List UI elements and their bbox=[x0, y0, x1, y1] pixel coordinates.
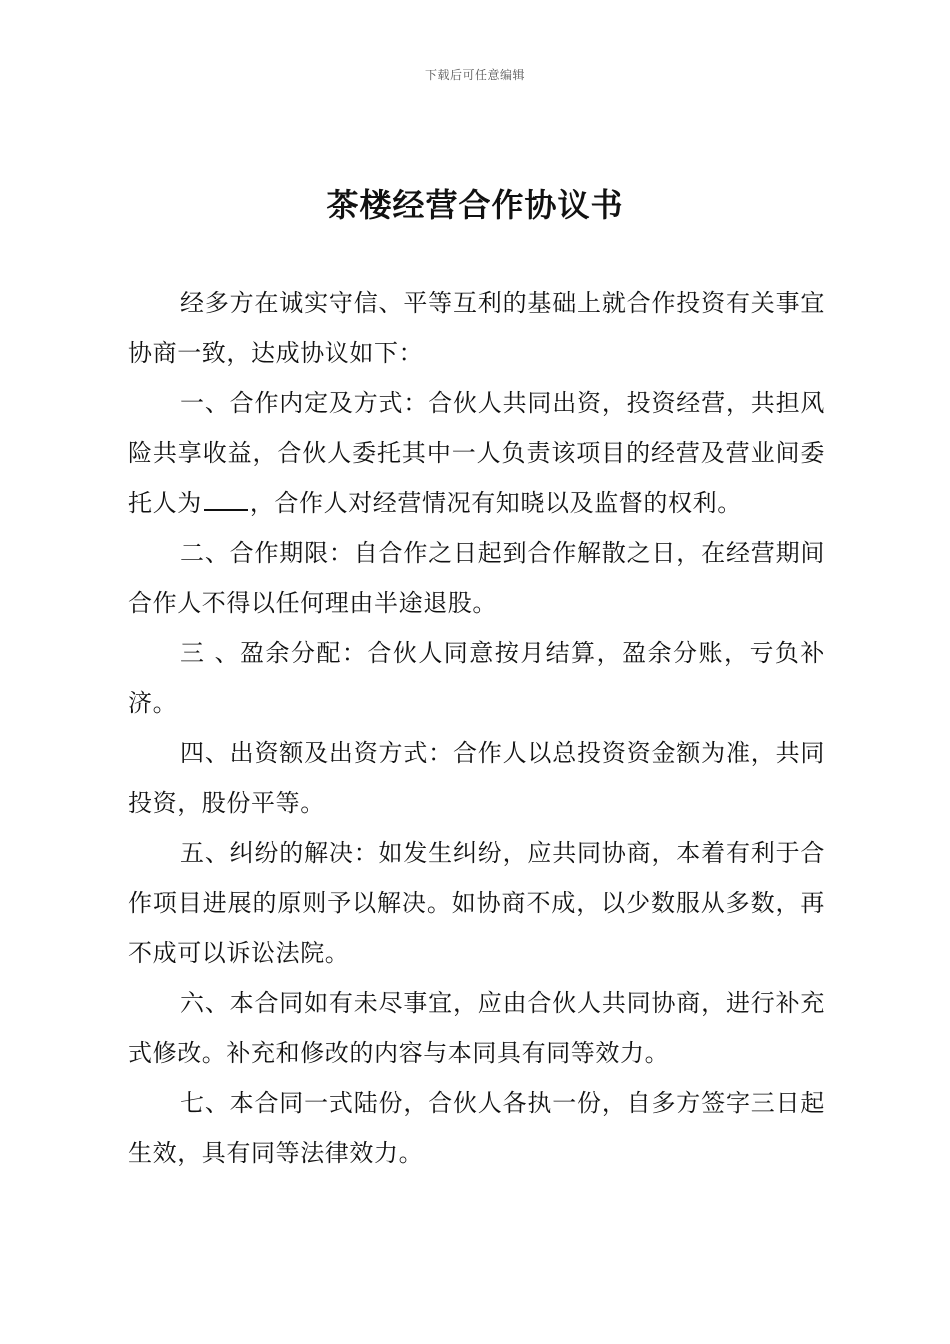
document-title: 茶楼经营合作协议书 bbox=[326, 186, 624, 224]
paragraph-clause-5: 五、纠纷的解决：如发生纠纷，应共同协商，本着有利于合作项目进展的原则予以解决。如协商不成，以少数服从多数，再不成可以诉讼法院。 bbox=[128, 839, 825, 967]
paragraph-clause-4: 四、出资额及出资方式：合作人以总投资资金额为准，共同投资，股份平等。 bbox=[128, 739, 825, 817]
paragraph-clause-2: 二、合作期限：自合作之日起到合作解散之日，在经营期间合作人不得以任何理由半途退股。 bbox=[128, 539, 825, 617]
document-body bbox=[128, 278, 825, 1178]
paragraph-clause-6: 六、本合同如有未尽事宜，应由合伙人共同协商，进行补充式修改。补充和修改的内容与本同具有同等效力。 bbox=[128, 989, 825, 1067]
paragraph-clause-1 bbox=[128, 378, 825, 528]
paragraph-intro: 经多方在诚实守信、平等互利的基础上就合作投资有关事宜协商一致，达成协议如下： bbox=[128, 289, 825, 367]
clause-1-text-before: 一、合作内定及方式：合伙人共同出资，投资经营，共担风险共享收益，合伙人委托其中一人负责该项目的经营及营业间委托人为 bbox=[128, 389, 825, 517]
clause-1-text-after: ，合作人对经营情况有知晓以及监督的权利。 bbox=[249, 489, 742, 517]
paragraph-clause-7: 七、本合同一式陆份，合伙人各执一份，自多方签字三日起生效，具有同等法律效力。 bbox=[128, 1089, 825, 1167]
header-note: 下载后可任意编辑 bbox=[424, 68, 525, 82]
paragraph-clause-3: 三 、盈余分配：合伙人同意按月结算，盈余分账，亏负补济。 bbox=[128, 639, 825, 717]
blank-underline bbox=[204, 489, 248, 511]
